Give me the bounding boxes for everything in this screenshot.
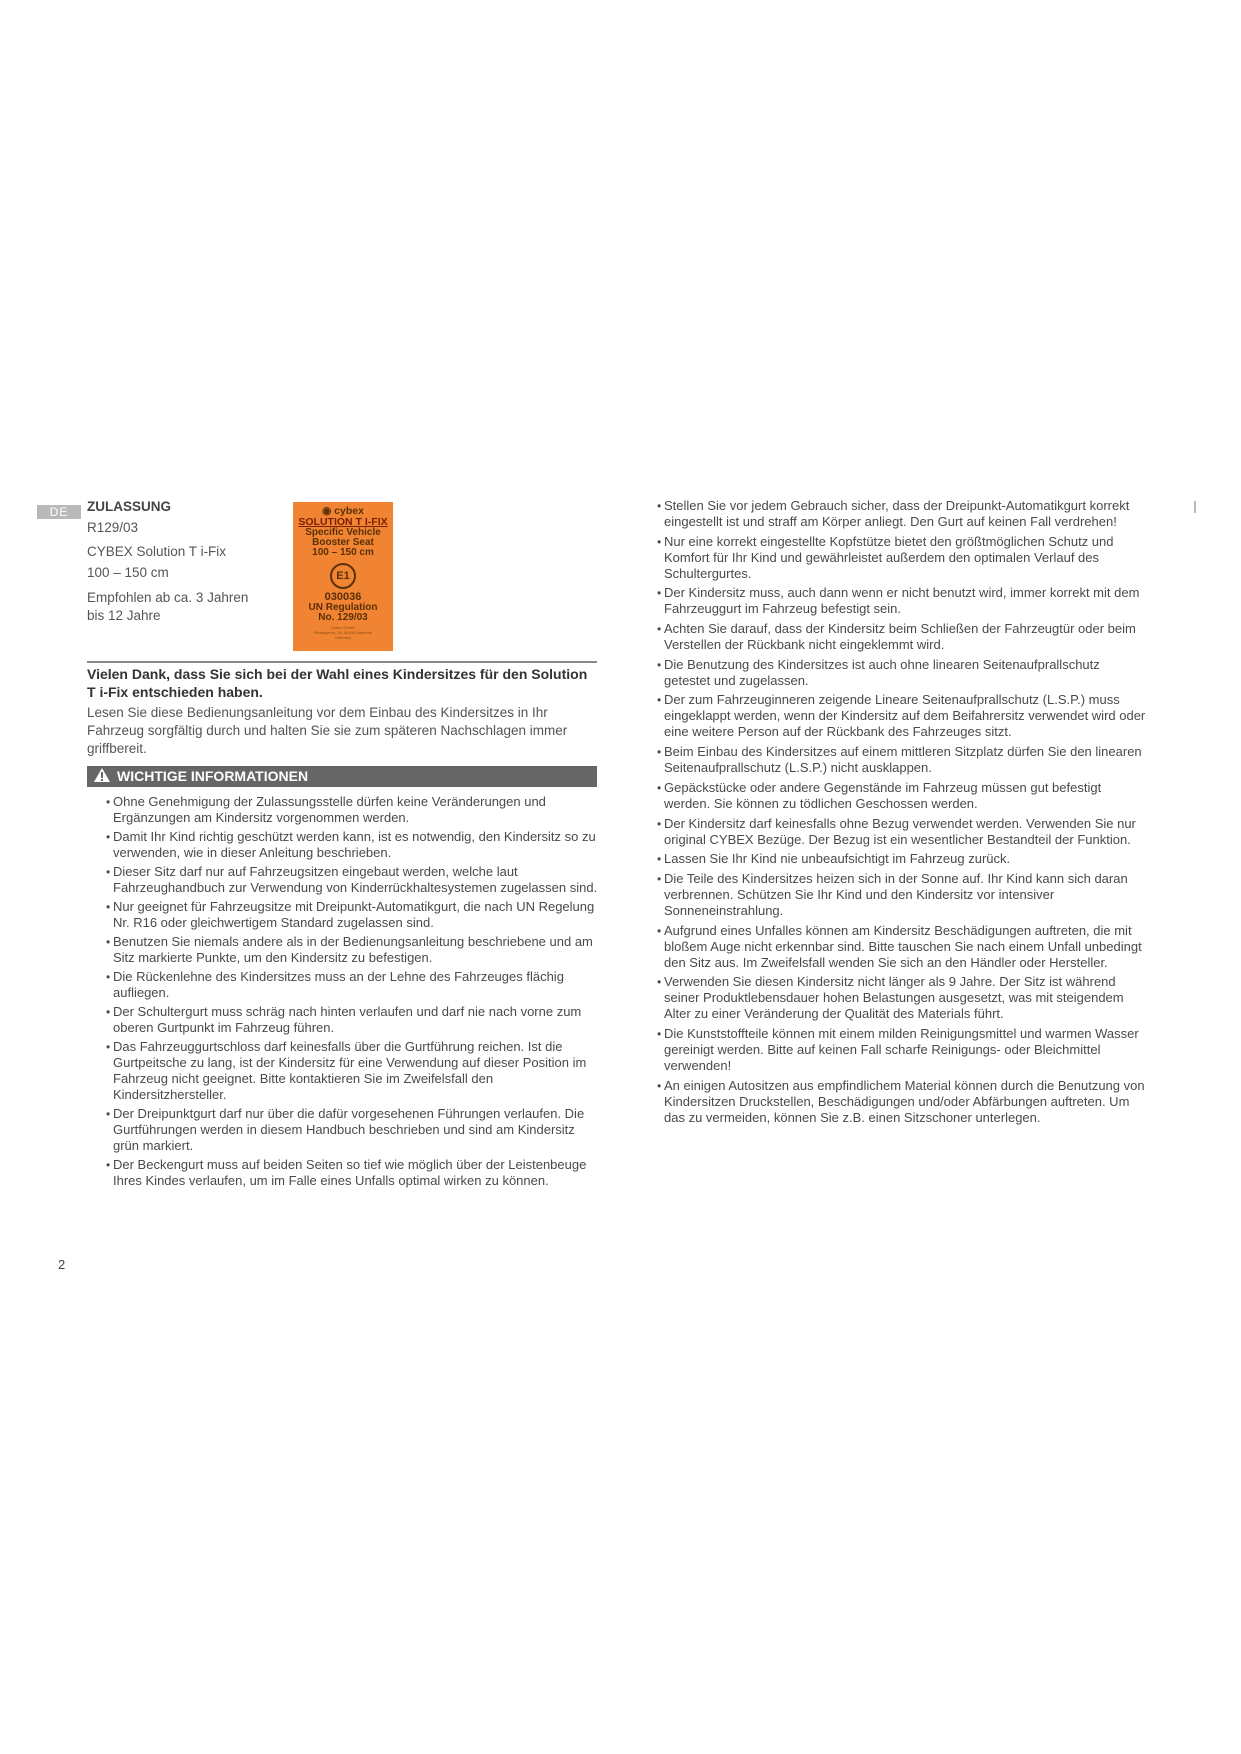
list-item: • Nur geeignet für Fahrzeugsitze mit Dreipunkt-Automatikgurt, die nach UN Regelung Nr. R16 oder gleichwertigem Standard zugelassen sind.	[111, 899, 601, 931]
approval-age	[87, 589, 262, 625]
section-divider	[87, 661, 597, 663]
list-item: • Achten Sie darauf, dass der Kindersitz beim Schließen der Fahrzeugtür oder beim Verstellen der Rückbank nicht eingeklemmt wird.	[662, 621, 1148, 653]
label-brand: ◉ cybex	[322, 505, 364, 517]
list-item: • Der zum Fahrzeuginneren zeigende Lineare Seitenaufprallschutz (L.S.P.) muss eingeklappt werden, wenn der Kindersitz auf dem Beifahrersitz verwendet wird oder eine weitere Person auf der Rückbank des Fahrzeuges sitzt.	[662, 692, 1148, 740]
approval-standard: R129/03	[87, 520, 139, 535]
label-code: 030036	[324, 591, 362, 603]
list-item: • Nur eine korrekt eingestellte Kopfstütze bietet den größtmöglichen Schutz und Komfort für Ihr Kind und gewährleistet außerdem den optimalen Verlauf des Schultergurtes.	[662, 534, 1148, 582]
approval-label	[293, 502, 393, 651]
margin-marker	[1194, 501, 1196, 513]
list-item: • Beim Einbau des Kindersitzes auf einem mittleren Sitzplatz dürfen Sie den linearen Seitenaufprallschutz (L.S.P.) nicht ausklappen.	[662, 744, 1148, 776]
warning-heading: WICHTIGE INFORMATIONEN	[117, 768, 309, 784]
approval-product: CYBEX Solution T i-Fix	[87, 544, 227, 559]
list-item: • Der Kindersitz muss, auch dann wenn er nicht benutzt wird, immer korrekt mit dem Fahrzeuggurt im Fahrzeug befestigt sein.	[662, 585, 1148, 617]
list-item: • Das Fahrzeuggurtschloss darf keinesfalls über die Gurtführung reichen. Ist die Gurtpeitsche zu lang, ist der Kindersitz für eine Verwendung auf dieser Position im Fahrzeug nicht geeignet. Bitte kontaktieren Sie im Zweifelsfall den Kindersitzhersteller.	[111, 1039, 601, 1103]
approval-height: 100 – 150 cm	[87, 565, 169, 580]
approval-age-line1: Empfohlen ab ca. 3 Jahren	[87, 590, 249, 605]
list-item: • Der Kindersitz darf keinesfalls ohne Bezug verwendet werden. Verwenden Sie nur original CYBEX Bezüge. Der Bezug ist ein wesentlicher Bestandteil der Funktion.	[662, 816, 1148, 848]
cybex-logo-icon: ◉	[322, 505, 335, 517]
label-address: Cybex GmbH Riedingerstr. 18, 95448 Bayreuth Germany	[313, 625, 373, 640]
list-item: • Benutzen Sie niemals andere als in der Bedienungsanleitung beschriebene und am Sitz markierte Punkte, um den Kindersitz zu befestigen.	[111, 934, 601, 966]
list-item: • Die Rückenlehne des Kindersitzes muss an der Lehne des Fahrzeuges flächig aufliegen.	[111, 969, 601, 1001]
approval-age-line2: bis 12 Jahre	[87, 608, 161, 623]
label-range: 100 – 150 cm	[312, 547, 374, 558]
list-item: • Der Beckengurt muss auf beiden Seiten so tief wie möglich über der Leistenbeuge Ihres Kindes verlaufen, um im Falle eines Unfalls optimal wirken zu können.	[111, 1157, 601, 1189]
e-mark-icon: E1	[330, 563, 356, 589]
label-line2: Booster Seat	[312, 537, 374, 548]
warning-triangle-icon	[93, 767, 111, 783]
right-bullet-list	[662, 498, 1148, 1129]
list-item: • Aufgrund eines Unfalles können am Kindersitz Beschädigungen auftreten, die mit bloßem Auge nicht erkennbar sind. Bitte tauschen Sie nach einem Unfall unbedingt den Sitz aus. Im Zweifelsfall wenden Sie sich an den Händler oder Hersteller.	[662, 923, 1148, 971]
intro-text: Lesen Sie diese Bedienungsanleitung vor dem Einbau des Kindersitzes in Ihr Fahrzeug sorgfältig durch und halten Sie sie zum späteren Nachschlagen immer griffbereit.	[87, 705, 568, 756]
list-item: • Lassen Sie Ihr Kind nie unbeaufsichtigt im Fahrzeug zurück.	[662, 851, 1148, 867]
list-item: • Die Kunststoffteile können mit einem milden Reinigungsmittel und warmen Wasser gereinigt werden. Bitte auf keinen Fall scharfe Reinigungs- oder Bleichmittel verwenden!	[662, 1026, 1148, 1074]
approval-title: ZULASSUNG	[87, 499, 171, 514]
label-title: SOLUTION T I-FIX	[298, 516, 388, 528]
list-item: • Damit Ihr Kind richtig geschützt werden kann, ist es notwendig, den Kindersitz so zu verwenden, wie in dieser Anleitung beschrieben.	[111, 829, 601, 861]
page-number: 2	[58, 1257, 66, 1272]
list-item: • Der Schultergurt muss schräg nach hinten verlaufen und darf nie nach vorne zum oberen Gurtpunkt im Fahrzeug führen.	[111, 1004, 601, 1036]
label-line1: Specific Vehicle	[305, 527, 381, 538]
list-item: • Die Teile des Kindersitzes heizen sich in der Sonne auf. Ihr Kind kann sich daran verbrennen. Schützen Sie Ihr Kind und den Kindersitz vor intensiver Sonneneinstrahlung.	[662, 871, 1148, 919]
language-tab: DE	[37, 505, 81, 519]
label-regulation-number: No. 129/03	[318, 612, 368, 623]
label-regulation: UN Regulation	[308, 602, 378, 613]
left-bullet-list	[111, 794, 601, 1192]
list-item: • Die Benutzung des Kindersitzes ist auch ohne linearen Seitenaufprallschutz getestet und zugelassen.	[662, 657, 1148, 689]
list-item: • Gepäckstücke oder andere Gegenstände im Fahrzeug müssen gut befestigt werden. Sie können zu tödlichen Geschossen werden.	[662, 780, 1148, 812]
list-item: • Dieser Sitz darf nur auf Fahrzeugsitzen eingebaut werden, welche laut Fahrzeughandbuch zur Verwendung von Kinderrückhaltesystemen zugelassen sind.	[111, 864, 601, 896]
warning-heading-bar	[87, 766, 597, 787]
list-item: • Verwenden Sie diesen Kindersitz nicht länger als 9 Jahre. Der Sitz ist während seiner Produktlebensdauer hohen Belastungen ausgesetzt, was mit steigendem Alter zu einer Veränderung der Qualität des Materials führt.	[662, 974, 1148, 1022]
list-item: • Ohne Genehmigung der Zulassungsstelle dürfen keine Veränderungen und Ergänzungen am Kindersitz vorgenommen werden.	[111, 794, 601, 826]
list-item: • Stellen Sie vor jedem Gebrauch sicher, dass der Dreipunkt-Automatikgurt korrekt eingestellt ist und straff am Körper anliegt. Den Gurt auf keinen Fall verdrehen!	[662, 498, 1148, 530]
thanks-heading: Vielen Dank, dass Sie sich bei der Wahl eines Kindersitzes für den Solution T i-Fix entschieden haben.	[87, 666, 588, 700]
list-item: • An einigen Autositzen aus empfindlichem Material können durch die Benutzung von Kindersitzen Druckstellen, Beschädigungen und/oder Abfärbungen auftreten. Um das zu vermeiden, können Sie z.B. einen Sitzschoner unterlegen.	[662, 1078, 1148, 1126]
list-item: • Der Dreipunktgurt darf nur über die dafür vorgesehenen Führungen verlaufen. Die Gurtführungen werden in diesem Handbuch beschrieben und sind am Kindersitz grün markiert.	[111, 1106, 601, 1154]
